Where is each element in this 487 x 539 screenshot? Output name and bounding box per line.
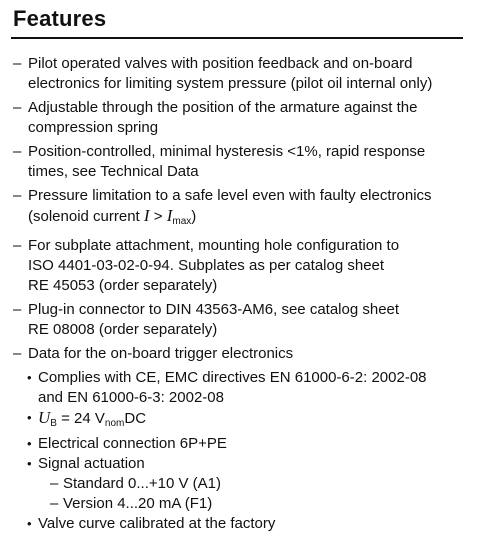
feature-line: Pilot operated valves with position feedback and on-board (28, 55, 413, 72)
title-underline (11, 37, 463, 39)
feature-line: ISO 4401-03-02-0-94. Subplates as per catalog sheet (28, 257, 385, 274)
electronics-line: Complies with CE, EMC directives EN 61000-6-2: 2002-08 (38, 369, 427, 386)
dash-marker: – (13, 143, 22, 160)
voltage-nom-subscript: nom (104, 418, 125, 429)
signal-option-standard (38, 474, 473, 494)
bullet-marker: • (27, 456, 32, 471)
dash-marker: – (13, 187, 22, 204)
electronics-line: Electrical connection 6P+PE (38, 435, 227, 452)
bullet-marker: • (27, 516, 32, 531)
electronics-line: Valve curve calibrated at the factory (38, 515, 276, 532)
feature-line: Position-controlled, minimal hysteresis <1%, rapid response (28, 143, 426, 160)
feature-item-connector (13, 300, 473, 340)
feature-line: For subplate attachment, mounting hole configuration to (28, 237, 400, 254)
current-symbol-max: I (166, 206, 173, 225)
electronics-item-signal (13, 454, 473, 514)
dash-marker: – (13, 345, 22, 362)
feature-item-adjustable (13, 98, 473, 138)
electronics-item-voltage (13, 408, 473, 434)
current-prefix: (solenoid current (28, 208, 144, 225)
feature-line: RE 08008 (order separately) (28, 321, 218, 338)
feature-item-electronics (13, 344, 473, 364)
feature-line: RE 45053 (order separately) (28, 277, 218, 294)
dash-marker: – (50, 475, 59, 492)
section-title: Features (13, 6, 107, 31)
bullet-marker: • (27, 436, 32, 451)
feature-item-pilot (13, 54, 473, 94)
dash-marker: – (13, 99, 22, 116)
feature-line: Pressure limitation to a safe level even with faulty electronics (28, 187, 432, 204)
electronics-line: Signal actuation (38, 455, 145, 472)
electronics-sublist (13, 368, 473, 534)
feature-item-pressure-limitation (13, 186, 473, 232)
voltage-subscript: B (50, 418, 57, 429)
signal-line: Version 4...20 mA (F1) (63, 495, 213, 512)
current-symbol: I (143, 206, 150, 225)
feature-line: Adjustable through the position of the armature against the (28, 99, 418, 116)
feature-line: compression spring (28, 119, 159, 136)
voltage-unit: DC (124, 410, 147, 427)
current-suffix: ) (191, 208, 197, 225)
electronics-item-calibration (13, 514, 473, 534)
signal-option-version (38, 494, 473, 514)
electronics-line: and EN 61000-6-3: 2002-08 (38, 389, 224, 406)
feature-item-subplate (13, 236, 473, 296)
feature-line: times, see Technical Data (28, 163, 199, 180)
voltage-symbol: U (38, 408, 51, 427)
signal-line: Standard 0...+10 V (A1) (63, 475, 222, 492)
electronics-item-connection (13, 434, 473, 454)
dash-marker: – (13, 301, 22, 318)
voltage-value: = 24 V (56, 410, 105, 427)
feature-line: Data for the on-board trigger electronics (28, 345, 294, 362)
feature-item-position-controlled (13, 142, 473, 182)
bullet-marker: • (27, 370, 32, 385)
current-operator: > (149, 208, 167, 225)
current-subscript: max (172, 216, 192, 227)
voltage-line (38, 408, 473, 434)
feature-line: electronics for limiting system pressure (pilot oil internal only) (28, 75, 433, 92)
dash-marker: – (13, 237, 22, 254)
bullet-marker: • (27, 410, 32, 425)
features-list (13, 54, 473, 534)
dash-marker: – (13, 55, 22, 72)
dash-marker: – (50, 495, 59, 512)
solenoid-current-line (28, 206, 473, 232)
feature-line: Plug-in connector to DIN 43563-AM6, see catalog sheet (28, 301, 400, 318)
electronics-item-ce (13, 368, 473, 408)
